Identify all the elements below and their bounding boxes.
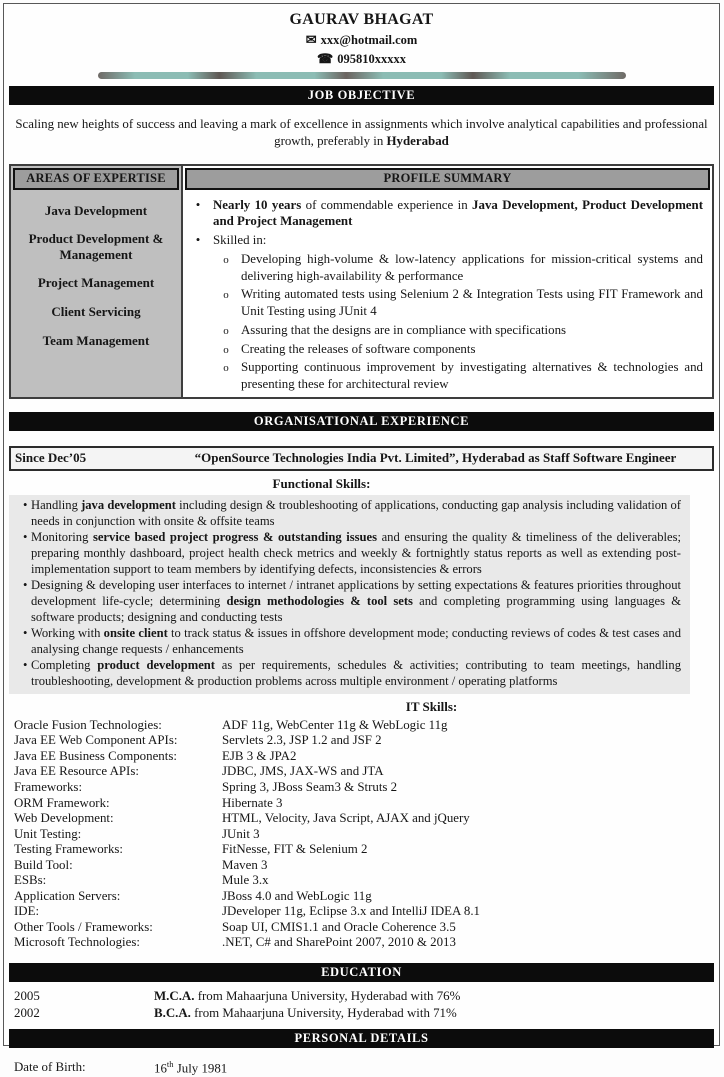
education-year: 2002 (14, 1006, 40, 1021)
bullet-icon (183, 232, 213, 249)
education-year: 2005 (14, 989, 40, 1003)
it-skill-row: Application Servers: JBoss 4.0 and WebLogic 11g (14, 888, 372, 903)
education-row (9, 988, 714, 1005)
employment-row (9, 446, 714, 471)
it-skill-row: ORM Framework: Hibernate 3 (14, 795, 283, 810)
education-row (9, 1005, 714, 1022)
education-degree: M.C.A. from Mahaarjuna University, Hyderabad with 76% (154, 989, 461, 1003)
it-skill-row: ESBs: Mule 3.x (14, 873, 269, 888)
circle-bullet-icon (211, 341, 241, 358)
circle-bullet-icon (211, 286, 241, 320)
expertise-profile-table (9, 164, 714, 399)
it-skill-row: Java EE Business Components: EJB 3 & JPA2 (14, 748, 297, 763)
profile-summary-panel (183, 166, 712, 397)
employment-role: “OpenSource Technologies India Pvt. Limited”, Hyderabad as Staff Software Engineer (194, 449, 677, 465)
profile-sub-bullet: o Creating the releases of software components (183, 341, 710, 358)
it-skill-row: IDE: JDeveloper 11g, Eclipse 3.x and IntelliJ IDEA 8.1 (14, 904, 480, 919)
it-skill-row: Other Tools / Frameworks: Soap UI, CMIS1.1 and Oracle Coherence 3.5 (14, 919, 456, 934)
phone-value: 095810xxxxx (337, 52, 406, 66)
profile-summary-header: PROFILE SUMMARY (185, 168, 710, 190)
date-of-birth-row (9, 1059, 714, 1077)
expertise-item: Product Development & Management (28, 231, 164, 262)
it-skill-row: Build Tool: Maven 3 (14, 857, 268, 872)
it-skill-row: Unit Testing: JUnit 3 (14, 826, 260, 841)
circle-bullet-icon (211, 359, 241, 393)
it-skill-row: Web Development: HTML, Velocity, Java Script, AJAX and jQuery (14, 811, 470, 826)
employment-tenure: Since Dec’05 (15, 449, 87, 465)
bullet-icon (183, 197, 213, 231)
expertise-item: Java Development (44, 202, 148, 218)
profile-sub-bullet: o Supporting continuous improvement by investigating alternatives & technologies and presenting these for architectural review (183, 359, 710, 393)
functional-skills-list (9, 495, 690, 694)
functional-bullet: • Designing & developing user interfaces to internet / intranet applications by setting expectations & features priorities throughout development life-cycle; determining design methodologies & tool sets and completing programming using languages & software products; designing and conducting tests (9, 578, 690, 626)
education-degree: B.C.A. from Mahaarjuna University, Hyderabad with 71% (154, 1006, 457, 1021)
decorative-divider (98, 72, 626, 79)
profile-sub-bullet: o Assuring that the designs are in compliance with specifications (183, 322, 710, 339)
bullet-icon (9, 578, 31, 626)
functional-bullet: • Working with onsite client to track status & issues in offshore development mode; conducting reviews of codes & test cases and analysing change requests / enhancements (9, 626, 690, 658)
functional-skills-heading: Functional Skills: (272, 475, 371, 491)
it-skill-row: Java EE Resource APIs: JDBC, JMS, JAX-WS and JTA (14, 764, 384, 779)
circle-bullet-icon (211, 251, 241, 285)
job-objective-text: Scaling new heights of success and leaving a mark of excellence in assignments which involve analytical capabilities and professional growth, preferably in Hyderabad (15, 117, 708, 149)
it-skills-heading: IT Skills: (405, 698, 458, 714)
date-of-birth-value: 16th July 1981 (154, 1059, 228, 1076)
candidate-name: GAURAV BHAGAT (289, 11, 434, 28)
section-bar-personal-details: PERSONAL DETAILS (9, 1029, 714, 1048)
functional-bullet: • Handling java development including design & troubleshooting of applications, conducting gap analysis including validation of needs in conjunction with onsite & offsite teams (9, 498, 690, 530)
bullet-icon (9, 498, 31, 530)
it-skill-row: Testing Frameworks: FitNesse, FIT & Selenium 2 (14, 842, 368, 857)
email-line (9, 32, 714, 48)
areas-of-expertise-header: AREAS OF EXPERTISE (13, 168, 179, 190)
it-skill-row: Microsoft Technologies: .NET, C# and SharePoint 2007, 2010 & 2013 (14, 935, 456, 950)
areas-of-expertise-panel (11, 166, 183, 397)
profile-bullet: • Skilled in: (183, 232, 710, 249)
resume-page (3, 3, 720, 1076)
functional-bullet: • Completing product development as per requirements, schedules & activities; contributing to team meetings, handling troubleshooting, development & production problems across multiple environment / operating platforms (9, 658, 690, 690)
phone-icon: ☎ (317, 51, 334, 66)
bullet-icon (9, 658, 31, 690)
it-skill-row: Oracle Fusion Technologies: ADF 11g, WebCenter 11g & WebLogic 11g (14, 717, 448, 732)
email-value: xxx@hotmail.com (320, 33, 418, 47)
it-skill-row: Frameworks: Spring 3, JBoss Seam3 & Struts 2 (14, 779, 398, 794)
section-bar-organisational-experience: ORGANISATIONAL EXPERIENCE (9, 412, 714, 431)
functional-bullet: • Monitoring service based project progress & outstanding issues and ensuring the quality & timeliness of the deliverables; preparing monthly dashboard, project health check metrics and weekly & fortnightly status reports as well as extending post-implementation support to team members by identifying defects, inconsistencies & errors (9, 530, 690, 578)
envelope-icon: ✉ (305, 32, 317, 47)
it-skills-table (9, 718, 714, 951)
profile-bullet: • Nearly 10 years of commendable experience in Java Development, Product Development and Project Management (183, 197, 710, 231)
date-of-birth-label: Date of Birth: (14, 1060, 86, 1075)
profile-summary-body (183, 192, 712, 397)
it-skill-row: Java EE Web Component APIs: Servlets 2.3, JSP 1.2 and JSF 2 (14, 733, 382, 748)
expertise-item: Client Servicing (51, 303, 141, 319)
section-bar-job-objective: JOB OBJECTIVE (9, 86, 714, 105)
profile-sub-bullet: o Writing automated tests using Selenium 2 & Integration Tests using FIT Framework and Unit Testing using JUnit 4 (183, 286, 710, 320)
phone-line (9, 51, 714, 67)
expertise-item: Project Management (37, 275, 155, 291)
bullet-icon (9, 626, 31, 658)
section-bar-education: EDUCATION (9, 963, 714, 982)
bullet-icon (9, 530, 31, 578)
education-rows (9, 988, 714, 1022)
profile-sub-bullet: o Developing high-volume & low-latency applications for mission-critical systems and delivering high-availability & performance (183, 251, 710, 285)
circle-bullet-icon (211, 322, 241, 339)
expertise-item: Team Management (42, 332, 150, 348)
resume-header (9, 4, 714, 79)
